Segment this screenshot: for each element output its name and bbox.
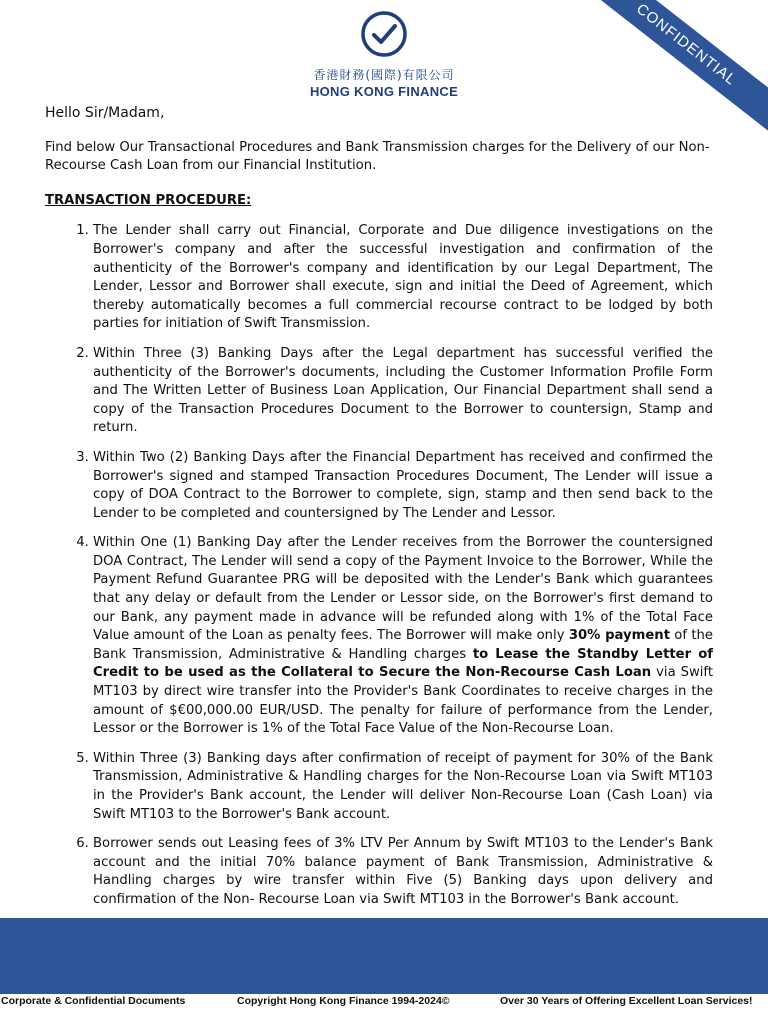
procedure-step-1: 1. The Lender shall carry out Financial, Corporate and Due diligence investigations on the Borrower's company and after the successful investigation and confirmation of the authenticity of the Borrower's company and identification by our Legal Department, The Lender, Lessor and Borrower shall execute, sign and initial the Deed of Agreement, which thereby automatically becomes a full commercial recourse contract to be lodged by both parties for initiation of Swift Transmission. — [93, 222, 713, 334]
procedure-step-6: 6. Borrower sends out Leasing fees of 3% LTV Per Annum by Swift MT103 to the Lender's Bank account and the initial 70% balance payment of Bank Transmission, Administrative & Handling charges by wire transfer within Five (5) Banking days upon delivery and confirmation of the Non- Recourse Loan via Swift MT103 in the Borrower's Bank account. — [93, 835, 713, 909]
checkmark-circle-icon — [360, 10, 408, 58]
step-4-bold-2: to Lease the Standby Letter of Credit to be used as the Collateral to Secure the Non-Recourse Cash Loan — [93, 646, 713, 681]
procedure-step-4 — [93, 534, 713, 739]
footer-tagline: Over 30 Years of Offering Excellent Loan Services! — [500, 995, 753, 1007]
step-4-bold-1: 30% payment — [568, 628, 670, 644]
intro-paragraph: Find below Our Transactional Procedures and Bank Transmission charges for the Delivery of our Non-Recourse Cash Loan from our Financial Institution. — [45, 139, 710, 174]
letter-body — [45, 104, 713, 969]
procedure-step-5: 5. Within Three (3) Banking days after confirmation of receipt of payment for 30% of the Bank Transmission, Administrative & Handling charges for the Non-Recourse Loan via Swift MT103 in the Provider's Bank account, the Lender will deliver Non-Recourse Loan (Cash Loan) via Swift MT103 to the Borrower's Bank account. — [93, 750, 713, 824]
confidential-banner: CONFIDENTIAL — [549, 0, 768, 157]
procedure-list — [45, 222, 713, 957]
step-4-text-2: of the Bank Transmission, Administrative & Handling charges — [93, 628, 713, 662]
logo-chinese-name: 香港財務(國際)有限公司 — [313, 68, 455, 82]
footer — [0, 994, 768, 1024]
step-4-text-3: via Swift MT103 by direct wire transfer into the Provider's Bank Coordinates to receive charges in the amount of $€00,000.00 EUR/USD. The penalty for failure of performance from the Lender, Lessor or the Borrower is 1% of the Total Face Value of the Non-Recourse Loan. — [93, 665, 713, 737]
procedure-step-2: 2. Within Three (3) Banking Days after the Legal department has successful verified the authenticity of the Borrower's documents, including the Customer Information Profile Form and The Written Letter of Business Loan Application, Our Financial Department shall send a copy of the Transaction Procedures Document to the Borrower to countersign, Stamp and return. — [93, 345, 713, 438]
logo-english-name: HONG KONG FINANCE — [309, 84, 459, 99]
procedure-step-3: 3. Within Two (2) Banking Days after the Financial Department has received and confirmed the Borrower's signed and stamped Transaction Procedures Document, The Lender will issue a copy of DOA Contract to the Borrower to complete, sign, stamp and then send back to the Lender to be completed and countersigned by The Lender and Lessor. — [93, 449, 713, 523]
footer-left-text: Corporate & Confidential Documents — [1, 995, 186, 1007]
footer-copyright: Copyright Hong Kong Finance 1994-2024© — [237, 995, 450, 1007]
greeting: Hello Sir/Madam, — [45, 105, 165, 121]
footer-blue-band — [0, 918, 768, 994]
step-4-text-1: Within One (1) Banking Day after the Lender receives from the Borrower the countersigned DOA Contract, The Lender will send a copy of the Payment Invoice to the Borrower, While the Payment Refund Guarantee PRG will be deposited with the Lender's Bank which guarantees that any delay or default from the Lender or Lessor side, on the Borrower's first demand to our Bank, any payment made in advance will be refunded along with 1% of the Total Face Value amount of the Loan as penalty fees. The Borrower will make only — [93, 535, 713, 644]
section-heading: TRANSACTION PROCEDURE: — [45, 192, 252, 208]
